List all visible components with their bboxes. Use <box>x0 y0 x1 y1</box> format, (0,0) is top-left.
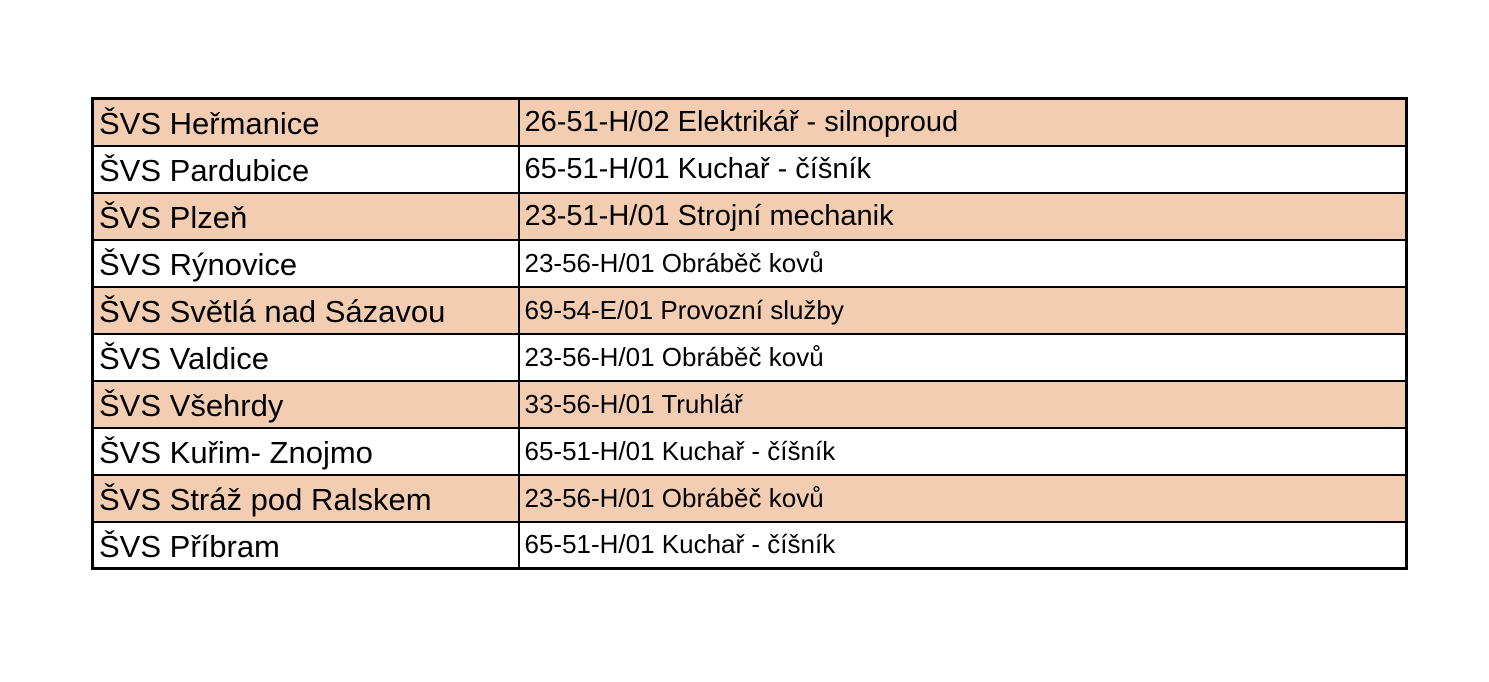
schools-programs-table <box>91 97 1408 570</box>
school-name-cell: ŠVS Plzeň <box>93 193 519 240</box>
program-cell: 23-51-H/01 Strojní mechanik <box>519 193 1407 240</box>
table-row <box>93 240 1407 287</box>
table-row <box>93 522 1407 569</box>
table-row <box>93 334 1407 381</box>
program-cell: 23-56-H/01 Obráběč kovů <box>519 240 1407 287</box>
school-name-cell: ŠVS Všehrdy <box>93 381 519 428</box>
program-cell: 26-51-H/02 Elektrikář - silnoproud <box>519 99 1407 146</box>
table-body <box>93 99 1407 569</box>
table-row <box>93 428 1407 475</box>
school-name-cell: ŠVS Kuřim- Znojmo <box>93 428 519 475</box>
school-name-cell: ŠVS Příbram <box>93 522 519 569</box>
school-name-cell: ŠVS Valdice <box>93 334 519 381</box>
school-name-cell: ŠVS Rýnovice <box>93 240 519 287</box>
program-cell: 23-56-H/01 Obráběč kovů <box>519 334 1407 381</box>
table-row <box>93 475 1407 522</box>
program-cell: 23-56-H/01 Obráběč kovů <box>519 475 1407 522</box>
program-cell: 33-56-H/01 Truhlář <box>519 381 1407 428</box>
table-row <box>93 193 1407 240</box>
school-name-cell: ŠVS Stráž pod Ralskem <box>93 475 519 522</box>
program-cell: 65-51-H/01 Kuchař - číšník <box>519 428 1407 475</box>
table-row <box>93 381 1407 428</box>
table-row <box>93 287 1407 334</box>
table-row <box>93 99 1407 146</box>
school-name-cell: ŠVS Heřmanice <box>93 99 519 146</box>
table-row <box>93 146 1407 193</box>
school-name-cell: ŠVS Pardubice <box>93 146 519 193</box>
program-cell: 69-54-E/01 Provozní služby <box>519 287 1407 334</box>
school-name-cell: ŠVS Světlá nad Sázavou <box>93 287 519 334</box>
program-cell: 65-51-H/01 Kuchař - číšník <box>519 522 1407 569</box>
program-cell: 65-51-H/01 Kuchař - číšník <box>519 146 1407 193</box>
